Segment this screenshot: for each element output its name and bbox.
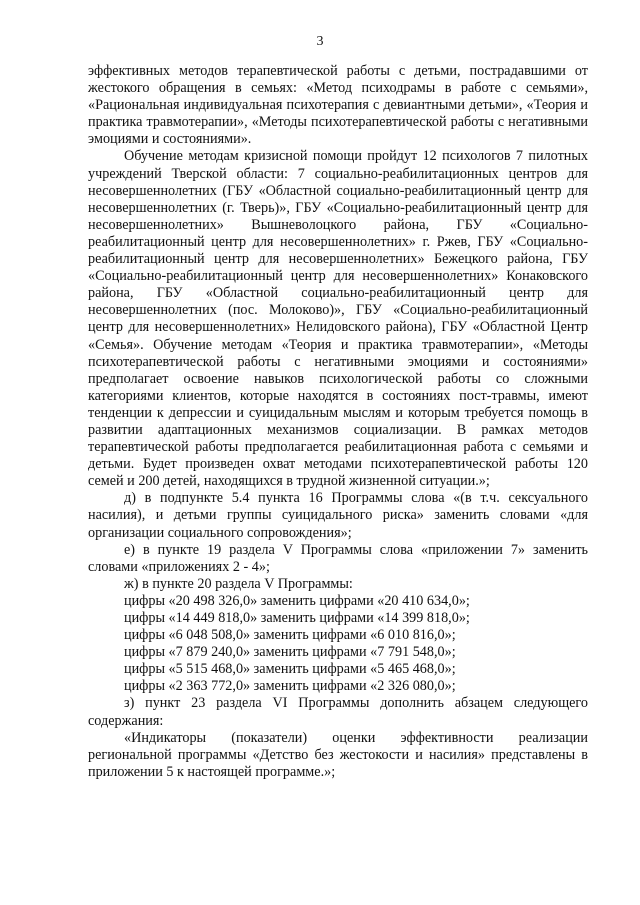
paragraph-indicators: «Индикаторы (показатели) оценки эффективности реализации региональной программы «Детство без жестокости и насилия» представлены в приложении 5 к настоящей программе.»; xyxy=(88,729,588,780)
paragraph-methods-list: эффективных методов терапевтической работы с детьми, пострадавшими от жестокого обращения в семьях: «Метод психодрамы в работе с семьями», «Рациональная индивидуальная психотерапия с девиантными детьми», «Теория и практика травмотерапии», «Методы психотерапевтической работы с негативными эмоциями и состояниями». xyxy=(88,63,588,148)
figure-replacement-line: цифры «20 498 326,0» заменить цифрами «20 410 634,0»; xyxy=(124,592,470,609)
paragraph-item-d: д) в подпункте 5.4 пункта 16 Программы слова «(в т.ч. сексуального насилия), и детьми группы суицидального риска» заменить словами «для организации социального сопровождения»; xyxy=(88,490,588,541)
document-body xyxy=(88,63,588,781)
figure-replacement-line: цифры «14 449 818,0» заменить цифрами «14 399 818,0»; xyxy=(124,610,470,626)
paragraph-crisis-training: Обучение методам кризисной помощи пройдут 12 психологов 7 пилотных учреждений Тверской области: 7 социально-реабилитационных центров для несовершеннолетних (ГБУ «Областной социально-реабилитационный центр для несовершеннолетних (г. Тверь)», ГБУ «Социально-реабилитационный центр для несовершеннолетних» Вышневолоцкого района, ГБУ «Социально-реабилитационный центр для несовершеннолетних» г. Ржев, ГБУ «Социально-реабилитационный центр для несовершеннолетних» Бежецкого района, ГБУ «Социально-реабилитационный центр для несовершеннолетних» Конаковского района, ГБУ «Областной социально-реабилитационный центр для несовершеннолетних (пос. Молоково)», ГБУ «Социально-реабилитационный центр для несовершеннолетних» Нелидовского района), ГБУ «Областной Центр «Семья». Обучение методам «Теория и практика травмотерапии», «Методы психотерапевтической работы с негативными эмоциями и состояниями» предполагает освоение навыков психологической работы со сложными категориями клиентов, которые находятся в состояниях пост-травмы, имеют тенденции к депрессии и суицидальным мыслям и которым требуется помощь в развитии адаптационных механизмов социализации. В рамках методов терапевтической работы предполагается реабилитационная работа с семьями и детьми. Будет произведен охват методами психотерапевтической работы 120 семей и 200 детей, находящихся в трудной жизненной ситуации.»; xyxy=(88,148,588,490)
figure-replacement-line: цифры «6 048 508,0» заменить цифрами «6 010 816,0»; xyxy=(124,627,456,644)
page-number: 3 xyxy=(316,34,324,49)
paragraph-item-e: е) в пункте 19 раздела V Программы слова «приложении 7» заменить словами «приложениях 2 - 4»; xyxy=(88,541,588,575)
paragraph-item-zh: ж) в пункте 20 раздела V Программы: xyxy=(124,575,353,592)
figure-replacement-line: цифры «5 515 468,0» заменить цифрами «5 465 468,0»; xyxy=(124,661,456,678)
figure-replacement-line: цифры «7 879 240,0» заменить цифрами «7 791 548,0»; xyxy=(124,644,456,661)
paragraph-item-z: з) пункт 23 раздела VI Программы дополнить абзацем следующего содержания: xyxy=(88,695,588,729)
figure-replacement-line: цифры «2 363 772,0» заменить цифрами «2 326 080,0»; xyxy=(124,678,456,695)
